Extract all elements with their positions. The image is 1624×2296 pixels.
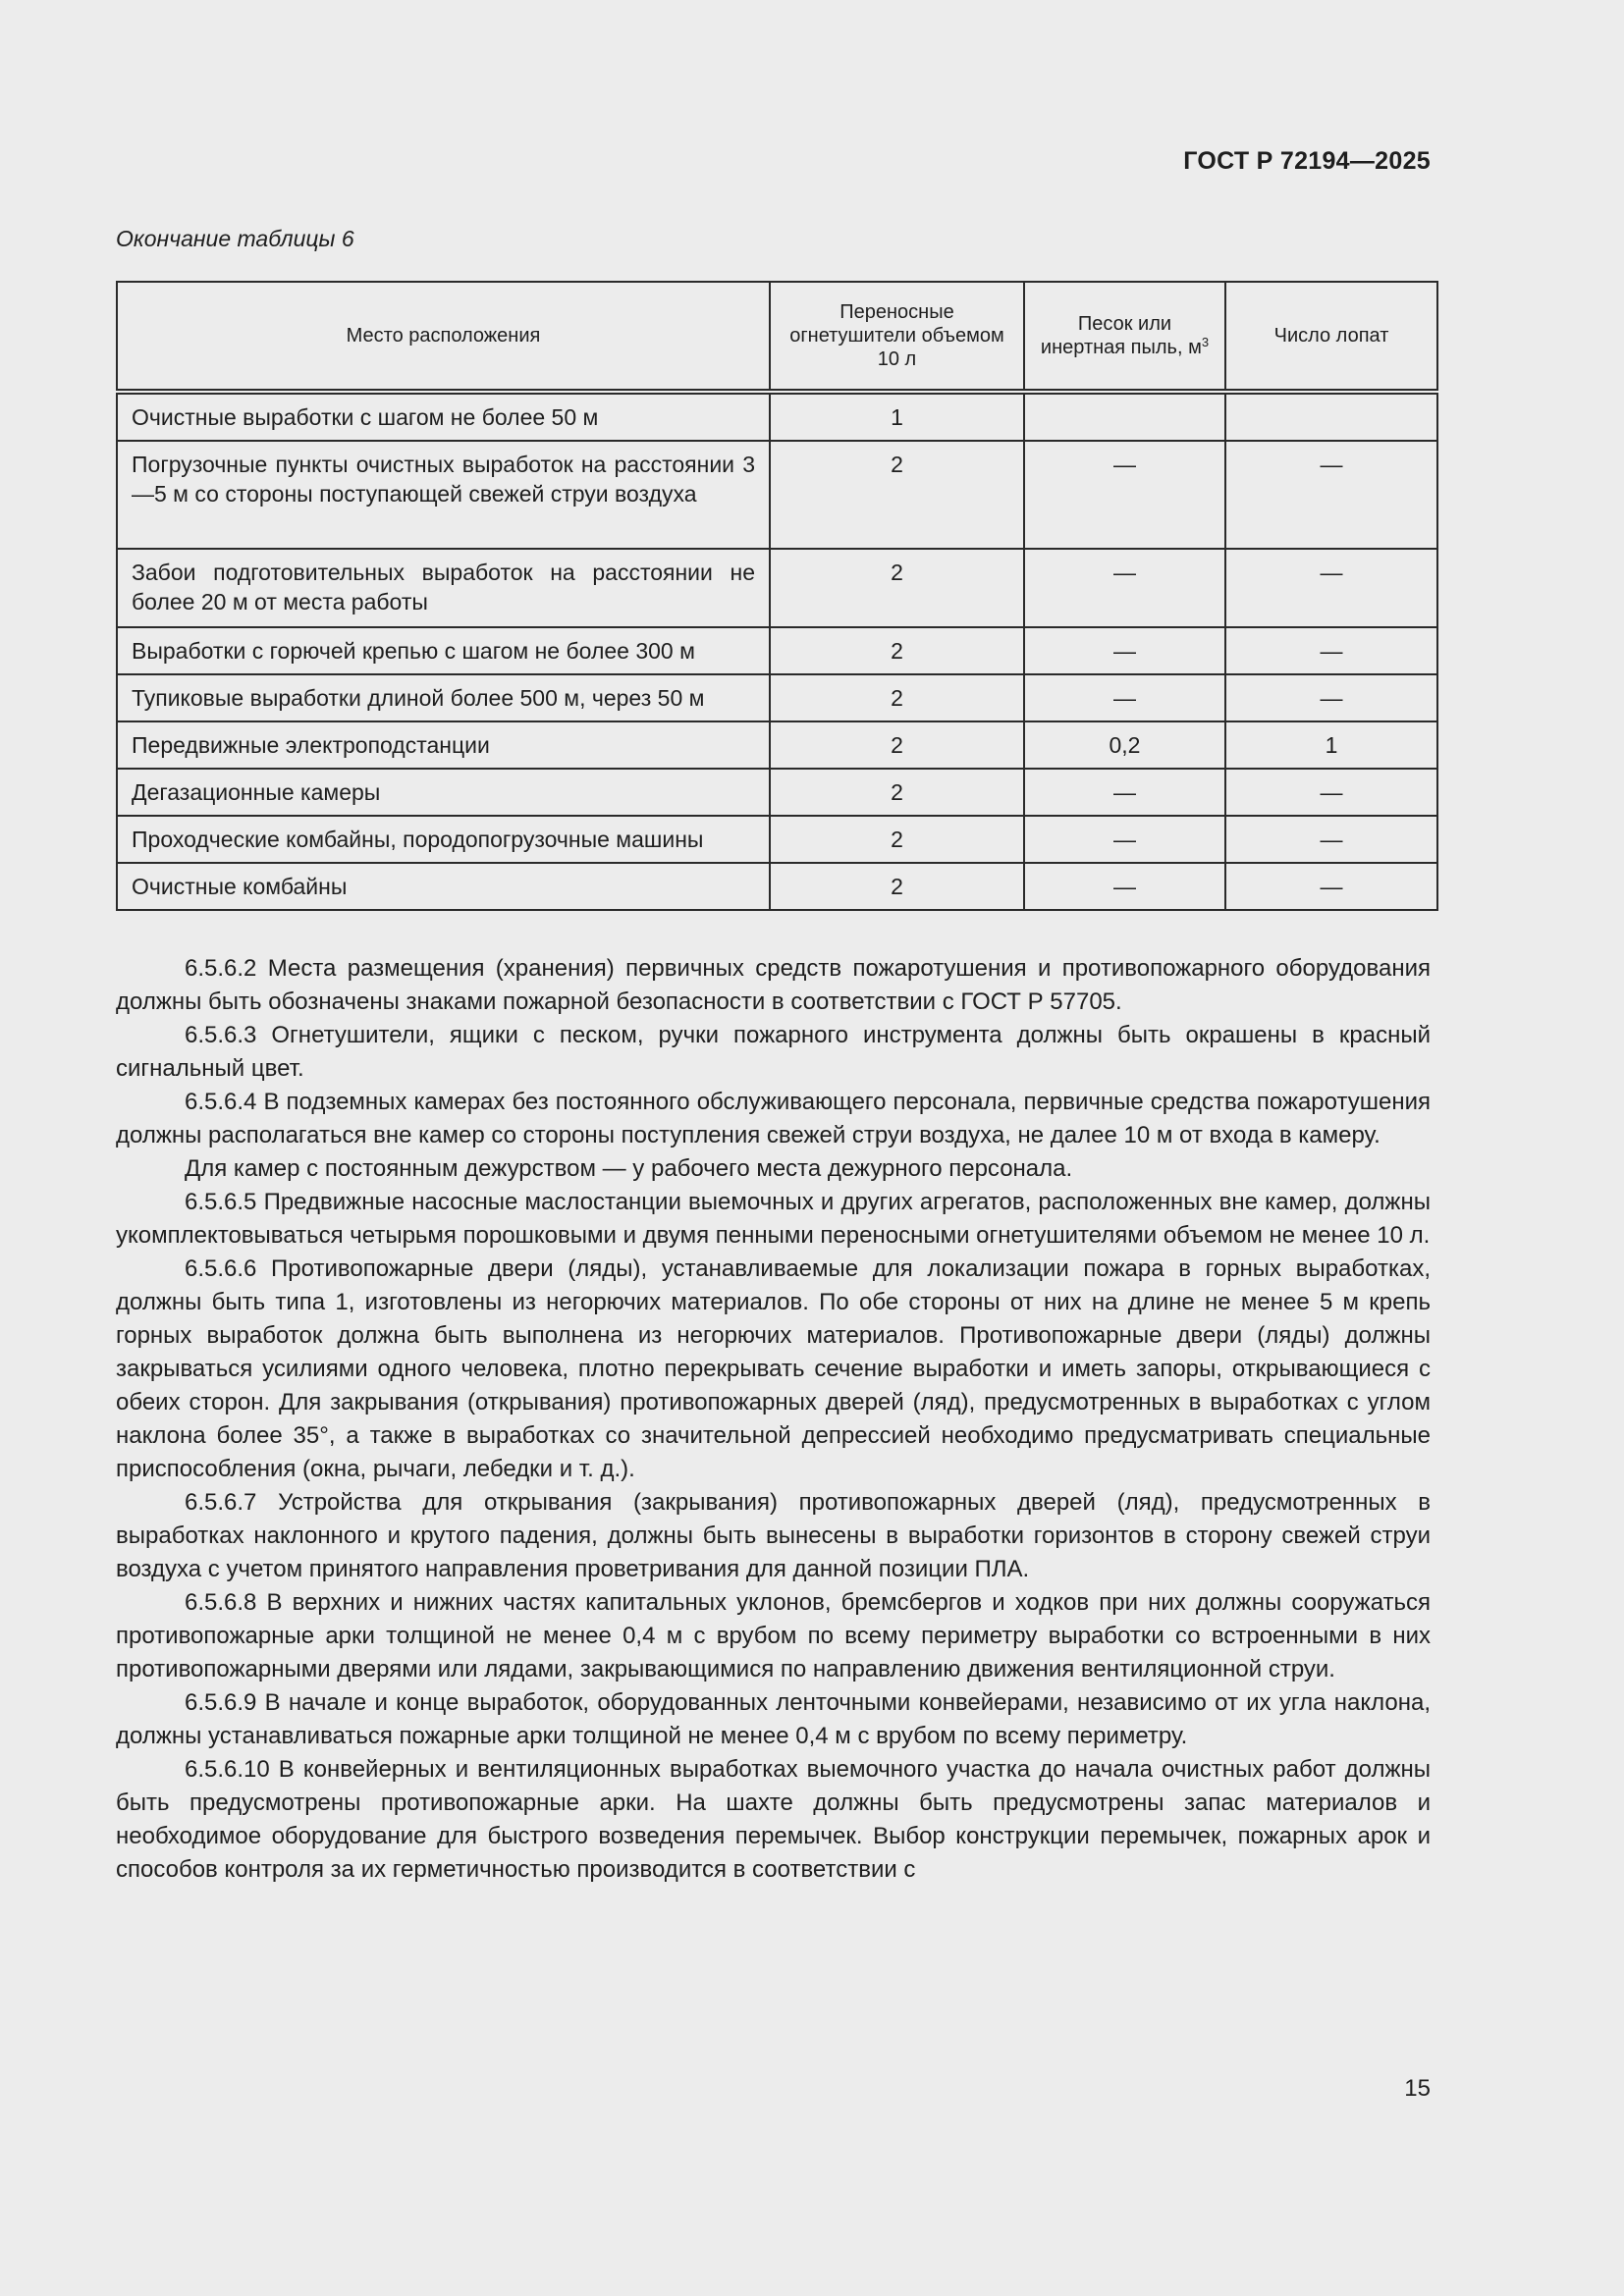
table-row xyxy=(117,816,1437,863)
cell-extinguishers: 2 xyxy=(770,769,1024,816)
paragraph-6-5-6-9: 6.5.6.9 В начале и конце выработок, оборудованных ленточными конвейерами, независимо от их угла наклона, должны устанавливаться пожарные арки толщиной не менее 0,4 м с врубом по всему периметру. xyxy=(116,1689,1431,1749)
cell-shovels: — xyxy=(1225,769,1437,816)
cell-extinguishers: 2 xyxy=(770,721,1024,769)
table-row xyxy=(117,441,1437,549)
cell-location: Передвижные электроподстанции xyxy=(117,721,770,769)
cell-location: Очистные выработки с шагом не более 50 м xyxy=(117,392,770,441)
column-header-extinguishers: Переносные огнетушители объемом 10 л xyxy=(770,282,1024,392)
cell-sand: — xyxy=(1024,769,1225,816)
cell-shovels: — xyxy=(1225,863,1437,910)
cell-shovels xyxy=(1225,392,1437,441)
paragraph-6-5-6-8: 6.5.6.8 В верхних и нижних частях капитальных уклонов, бремсбергов и ходков при них должны сооружаться противопожарные арки толщиной не менее 0,4 м с врубом по всему периметру выработки со встроенными в них противопожарными дверями или лядами, закрывающимися по направлению движения вентиляционной струи. xyxy=(116,1589,1431,1682)
cell-sand: — xyxy=(1024,441,1225,549)
cell-shovels: — xyxy=(1225,549,1437,627)
cell-extinguishers: 2 xyxy=(770,863,1024,910)
cell-shovels: — xyxy=(1225,674,1437,721)
paragraph-6-5-6-3: 6.5.6.3 Огнетушители, ящики с песком, ручки пожарного инструмента должны быть окрашены в красный сигнальный цвет. xyxy=(116,1022,1431,1082)
cell-shovels: — xyxy=(1225,441,1437,549)
paragraph-6-5-6-10: 6.5.6.10 В конвейерных и вентиляционных выработках выемочного участка до начала очистных работ должны быть предусмотрены противопожарные арки. На шахте должны быть предусмотрены запас материалов и необходимое оборудование для быстрого возведения перемычек. Выбор конструкции перемычек, пожарных арок и способов контроля за их герметичностью производится в соответствии с xyxy=(116,1756,1431,1883)
table-row xyxy=(117,549,1437,627)
cell-sand: — xyxy=(1024,674,1225,721)
cell-shovels: — xyxy=(1225,816,1437,863)
paragraph-6-5-6-6: 6.5.6.6 Противопожарные двери (ляды), устанавливаемые для локализации пожара в горных выработках, должны быть типа 1, изготовлены из негорючих материалов. По обе стороны от них на длине не менее 5 м крепь горных выработок должна быть выполнена из негорючих материалов. Противопожарные двери (ляды) должны закрываться усилиями одного человека, плотно перекрывать сечение выработки и иметь запоры, открывающиеся с обеих сторон. Для закрывания (открывания) противопожарных дверей (ляд), предусмотренных в выработках с углом наклона более 35°, а также в выработках со значительной депрессией необходимо предусматривать специальные приспособления (окна, рычаги, лебедки и т. д.). xyxy=(116,1255,1431,1482)
cell-extinguishers: 2 xyxy=(770,674,1024,721)
cell-location: Проходческие комбайны, породопогрузочные машины xyxy=(117,816,770,863)
table-row xyxy=(117,674,1437,721)
cell-location: Погрузочные пункты очистных выработок на расстоянии 3—5 м со стороны поступающей свежей струи воздуха xyxy=(117,441,770,549)
table-header-row xyxy=(117,282,1437,392)
cell-extinguishers: 2 xyxy=(770,549,1024,627)
cell-extinguishers: 1 xyxy=(770,392,1024,441)
table-row xyxy=(117,863,1437,910)
cell-location: Выработки с горючей крепью с шагом не более 300 м xyxy=(117,627,770,674)
column-header-location: Место расположения xyxy=(117,282,770,392)
table-row xyxy=(117,392,1437,441)
cell-extinguishers: 2 xyxy=(770,441,1024,549)
column-header-sand xyxy=(1024,282,1225,392)
column-header-sand-text: Песок или инертная пыль, м xyxy=(1040,313,1202,358)
cell-sand: — xyxy=(1024,627,1225,674)
paragraph-6-5-6-4: 6.5.6.4 В подземных камерах без постоянного обслуживающего персонала, первичные средства пожаротушения должны располагаться вне камер со стороны поступления свежей струи воздуха, не далее 10 м от входа в камеру. xyxy=(116,1089,1431,1148)
cell-shovels: 1 xyxy=(1225,721,1437,769)
cell-sand: — xyxy=(1024,549,1225,627)
paragraph-6-5-6-2: 6.5.6.2 Места размещения (хранения) первичных средств пожаротушения и противопожарного оборудования должны быть обозначены знаками пожарной безопасности в соответствии с ГОСТ Р 57705. xyxy=(116,955,1431,1015)
cell-sand: — xyxy=(1024,863,1225,910)
cubic-superscript: 3 xyxy=(1201,335,1210,349)
cell-sand: 0,2 xyxy=(1024,721,1225,769)
paragraph-6-5-6-5: 6.5.6.5 Предвижные насосные маслостанции выемочных и других агрегатов, расположенных вне камер, должны укомплектовываться четырьмя порошковыми и двумя пенными переносными огнетушителями объемом не менее 10 л. xyxy=(116,1189,1431,1249)
cell-sand xyxy=(1024,392,1225,441)
table-caption: Окончание таблицы 6 xyxy=(116,226,354,251)
cell-location: Забои подготовительных выработок на расстоянии не более 20 м от места работы xyxy=(117,549,770,627)
paragraph-duty-chambers: Для камер с постоянным дежурством — у рабочего места дежурного персонала. xyxy=(185,1155,1073,1182)
paragraph-6-5-6-7: 6.5.6.7 Устройства для открывания (закрывания) противопожарных дверей (ляд), предусмотренных в выработках наклонного и крутого падения, должны быть вынесены в выработки горизонтов в сторону свежей струи воздуха с учетом принятого направления проветривания для данной позиции ПЛА. xyxy=(116,1489,1431,1582)
table-row xyxy=(117,721,1437,769)
cell-shovels: — xyxy=(1225,627,1437,674)
fire-equipment-table xyxy=(116,281,1438,911)
cell-location: Очистные комбайны xyxy=(117,863,770,910)
cell-location: Дегазационные камеры xyxy=(117,769,770,816)
cell-location: Тупиковые выработки длиной более 500 м, через 50 м xyxy=(117,674,770,721)
cell-extinguishers: 2 xyxy=(770,627,1024,674)
table-row xyxy=(117,627,1437,674)
column-header-shovels: Число лопат xyxy=(1225,282,1437,392)
cell-extinguishers: 2 xyxy=(770,816,1024,863)
page-number: 15 xyxy=(1404,2075,1431,2102)
document-code: ГОСТ Р 72194—2025 xyxy=(1183,147,1431,175)
body-text xyxy=(116,952,1431,1887)
cell-sand: — xyxy=(1024,816,1225,863)
table-row xyxy=(117,769,1437,816)
